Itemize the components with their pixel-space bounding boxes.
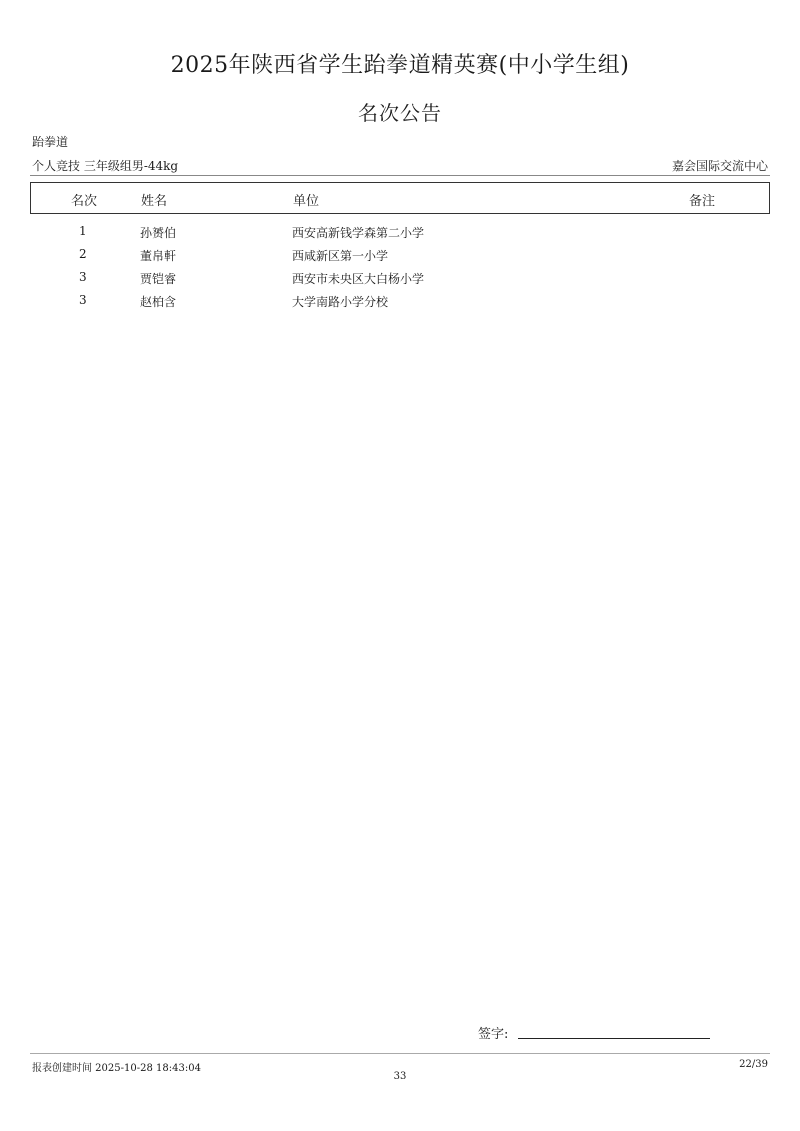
- name-cell: 贾铠睿: [140, 272, 177, 286]
- table-row: [30, 245, 770, 268]
- table-row: [30, 291, 770, 314]
- rank-cell: 1: [79, 224, 87, 238]
- event-label: 个人竞技 三年级组男-44kg: [32, 159, 179, 173]
- unit-cell: 西安市未央区大白杨小学: [292, 272, 425, 286]
- unit-cell: 西咸新区第一小学: [292, 249, 389, 263]
- header-note: 备注: [689, 194, 716, 209]
- rank-cell: 2: [79, 247, 87, 261]
- table-row: [30, 268, 770, 291]
- unit-cell: 西安高新钱学森第二小学: [292, 226, 425, 240]
- name-cell: 孙赟伯: [140, 226, 177, 240]
- results-table: [30, 222, 770, 314]
- venue-label: 嘉会国际交流中心: [671, 159, 768, 173]
- rank-cell: 3: [79, 270, 87, 284]
- page-of-total: 22/39: [739, 1059, 768, 1070]
- header-unit: 单位: [293, 194, 320, 209]
- rank-cell: 3: [79, 293, 87, 307]
- signature-line: [518, 1038, 710, 1039]
- table-row: [30, 222, 770, 245]
- table-header: [30, 182, 770, 214]
- name-cell: 董帛軒: [140, 249, 177, 263]
- header-name: 姓名: [141, 194, 168, 209]
- page-number: 33: [393, 1071, 407, 1082]
- report-created-time: 报表创建时间 2025-10-28 18:43:04: [32, 1063, 201, 1074]
- header-divider: [30, 175, 770, 176]
- header-rank: 名次: [71, 194, 98, 209]
- sport-label: 跆拳道: [32, 135, 69, 149]
- unit-cell: 大学南路小学分校: [292, 295, 389, 309]
- footer-divider: [30, 1053, 770, 1054]
- document-title: 2025年陕西省学生跆拳道精英赛(中小学生组): [170, 53, 630, 78]
- document-subtitle: 名次公告: [358, 101, 442, 125]
- signature-label: 签字:: [478, 1027, 509, 1042]
- name-cell: 赵柏含: [140, 295, 177, 309]
